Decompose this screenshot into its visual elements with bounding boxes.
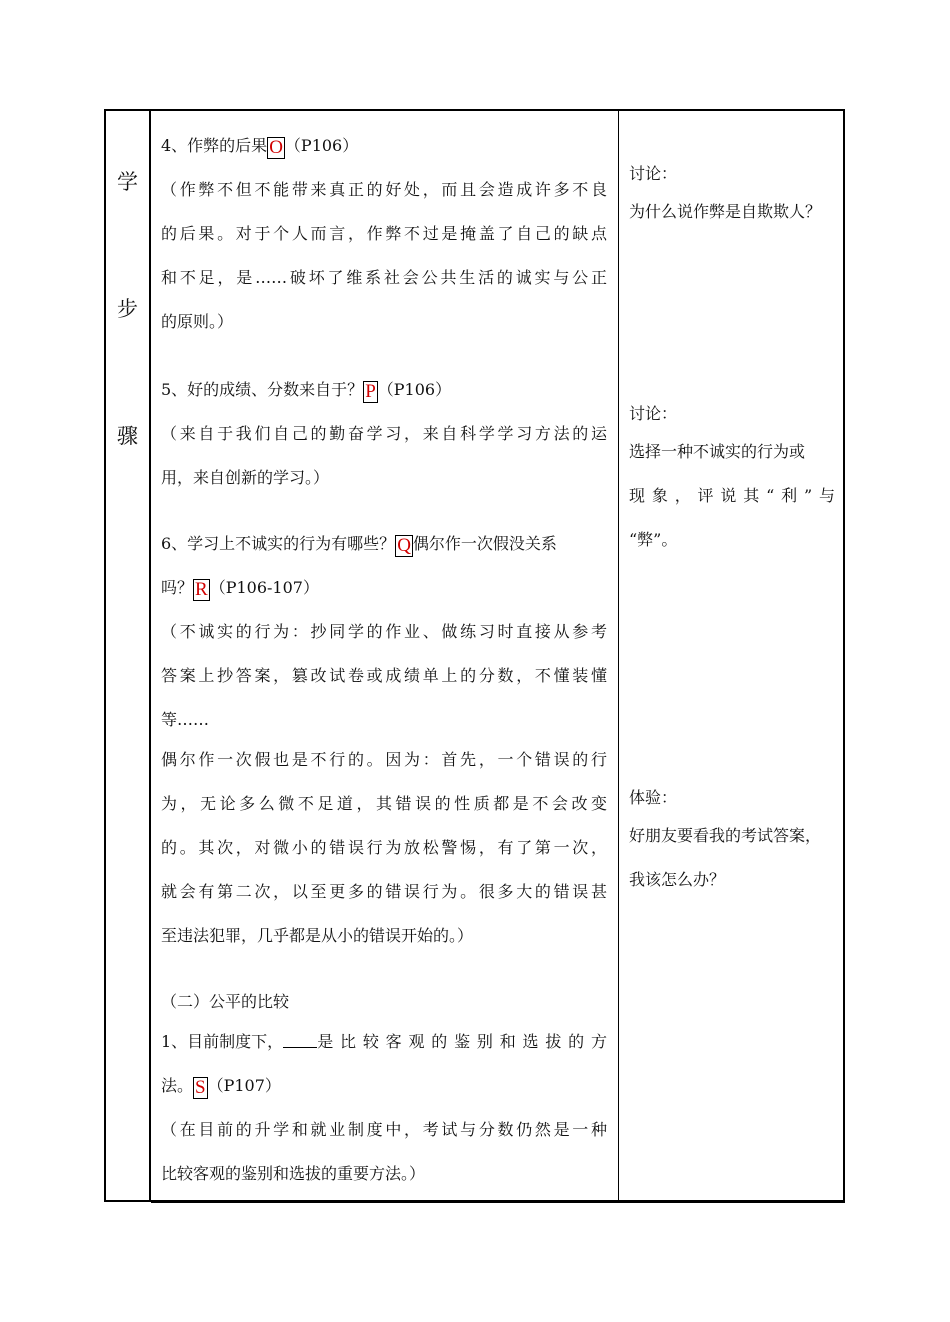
question-4-text: 4、作弊的后果 [161,136,268,155]
part-2-question [161,1031,607,1053]
question-4 [161,135,358,159]
side-char-2: 步 [117,297,138,321]
answer-6b-line-1: 偶尔作一次假也是不行的。因为：首先，一个错误的行 [161,750,607,769]
part-2-question-cont-text: 法。 [161,1076,194,1095]
part-2-question-suffix: 是比较客观的鉴别和选拔的方 [317,1032,607,1051]
answer-6b-line-5: 至违法犯罪，几乎都是从小的错误开始的。） [161,926,474,945]
discussion-2-label: 讨论： [629,404,678,423]
content-column [151,111,619,1200]
part-2-answer-line-2: 比较客观的鉴别和选拔的重要方法。） [161,1164,426,1183]
question-6-cont-text: 吗？ [161,578,194,597]
table-bottom-border [151,1200,845,1203]
discussion-2-line-2: 现象，评说其“利”与 [629,486,835,505]
activity-column [619,111,843,1200]
experience-line-1: 好朋友要看我的考试答案， [629,826,822,845]
answer-6b-line-4: 就会有第二次，以至更多的错误行为。很多大的错误甚 [161,882,607,901]
discussion-1-label: 讨论： [629,164,678,183]
question-6-mid: 偶尔作一次假没关系 [412,534,557,553]
answer-5-line-1: （来自于我们自己的勤奋学习，来自科学学习方法的运 [161,424,607,443]
marker-s: S [195,1077,206,1098]
part-2-answer-line-1: （在目前的升学和就业制度中，考试与分数仍然是一种 [161,1120,607,1139]
discussion-2-line-1: 选择一种不诚实的行为或 [629,442,806,461]
answer-6b-line-2: 为，无论多么微不足道，其错误的性质都是不会改变 [161,794,607,813]
marker-p: P [365,381,376,402]
question-6-cont [161,577,319,601]
question-6-page: （P106-107） [209,578,319,597]
answer-6-line-1: （不诚实的行为：抄同学的作业、做练习时直接从参考 [161,622,607,641]
marker-q: Q [397,535,411,556]
experience-label: 体验： [629,788,678,807]
experience-line-2: 我该怎么办？ [629,870,726,889]
question-4-page: （P106） [284,136,359,155]
part-2-question-cont [161,1075,281,1099]
question-5 [161,379,451,403]
side-char-1: 学 [117,170,138,194]
marker-r: R [195,579,208,600]
fill-blank [283,1031,317,1048]
question-6 [161,533,557,557]
question-6-text: 6、学习上不诚实的行为有哪些？ [161,534,396,553]
side-char-3: 骤 [117,424,138,448]
question-5-page: （P106） [377,380,452,399]
answer-4-line-2: 的后果。对于个人而言，作弊不过是掩盖了自己的缺点 [161,224,607,243]
answer-4-line-1: （作弊不但不能带来真正的好处，而且会造成许多不良 [161,180,607,199]
discussion-1-text: 为什么说作弊是自欺欺人？ [629,202,822,221]
discussion-2-line-3: “弊”。 [629,530,678,549]
answer-6b-line-3: 的。其次，对微小的错误行为放松警惕，有了第一次， [161,838,607,857]
lesson-table [104,109,845,1202]
answer-6-line-3: 等…… [161,710,210,729]
question-5-text: 5、好的成绩、分数来自于？ [161,380,364,399]
answer-6-line-2: 答案上抄答案，篡改试卷或成绩单上的分数，不懂装懂 [161,666,607,685]
part-2-question-prefix: 1、目前制度下， [161,1032,284,1051]
steps-column [106,111,151,1200]
answer-4-line-4: 的原则。） [161,312,234,331]
answer-5-line-2: 用，来自创新的学习。） [161,468,330,487]
part-2-page: （P107） [207,1076,281,1095]
part-2-heading: （二）公平的比较 [161,992,290,1011]
marker-o: O [269,137,283,158]
answer-4-line-3: 和不足，是……破坏了维系社会公共生活的诚实与公正 [161,268,607,287]
